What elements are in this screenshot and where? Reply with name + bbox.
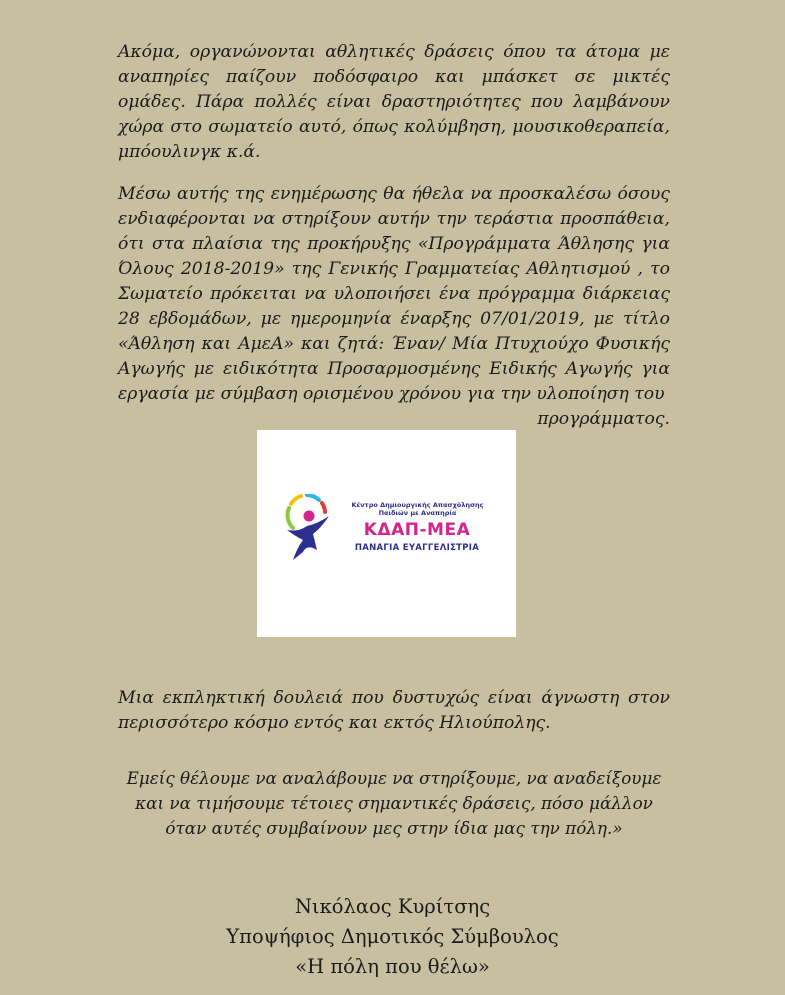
paragraph-invitation-end: προγράμματος. [537,409,670,429]
logo-figure-icon [283,494,335,572]
signature-role: Υποψήφιος Δημοτικός Σύμβουλος [226,925,559,948]
signature-block [0,892,785,982]
logo-subtitle: ΠΑΝΑΓΙΑ ΕΥΑΓΓΕΛΙΣΤΡΙΑ [354,543,480,553]
paragraph-activities: Ακόμα, οργανώνονται αθλητικές δράσεις όπου τα άτομα με αναπηρίες παίζουν ποδόσφαιρο και μπάσκετ σε μικτές ομάδες. Πάρα πολλές είναι δραστηριότητες που λαμβάνουν χώρα στο σωματείο αυτό, όπως κολύμβηση, μουσικοθεραπεία, μπόουλινγκ κ.ά. [118,42,670,162]
logo-name: ΚΔΑΠ-ΜΕΑ [363,520,471,540]
paragraph-support: Εμείς θέλουμε να αναλάβουμε να στηρίξουμε, να αναδείξουμε και να τιμήσουμε τέτοιες σημαντικές δράσεις, πόσο μάλλον όταν αυτές συμβαίνουν μες στην ίδια μας την πόλη.» [126,768,662,838]
paragraph-work: Μια εκπληκτική δουλειά που δυστυχώς είναι άγνωστη στον περισσότερο κόσμο εντός και εκτός Ηλιούπολης. [118,688,670,733]
logo-line-2: Παιδιών με Αναπηρία [378,509,457,517]
logo-image [257,430,516,637]
logo-line-1: Κέντρο Δημιουργικής Απασχόλησης [351,501,484,509]
logo-caption [335,501,500,517]
signature-slogan: «Η πόλη που θέλω» [295,955,490,978]
signature-name: Νικόλαος Κυρίτσης [294,895,491,918]
paragraph-invitation: Μέσω αυτής της ενημέρωσης θα ήθελα να προσκαλέσω όσους ενδιαφέρονται να στηρίξουν αυτήν την τεράστια προσπάθεια, ότι στα πλαίσια της προκήρυξης «Προγράμματα Άθλησης για Όλους 2018-2019» της Γενικής Γραμματείας Αθλητισμού , το Σωματείο πρόκειται να υλοποιήσει ένα πρόγραμμα διάρκειας 28 εβδομάδων, με ημερομηνία έναρξης 07/01/2019, με τίτλο «Άθληση και ΑμεΑ» και ζητά: Έναν/ Μία Πτυχιούχο Φυσικής Αγωγής με ειδικότητα Προσαρμοσμένης Ειδικής Αγωγής για εργασία με σύμβαση ορισμένου χρόνου για την υλοποίηση του [118,184,670,404]
